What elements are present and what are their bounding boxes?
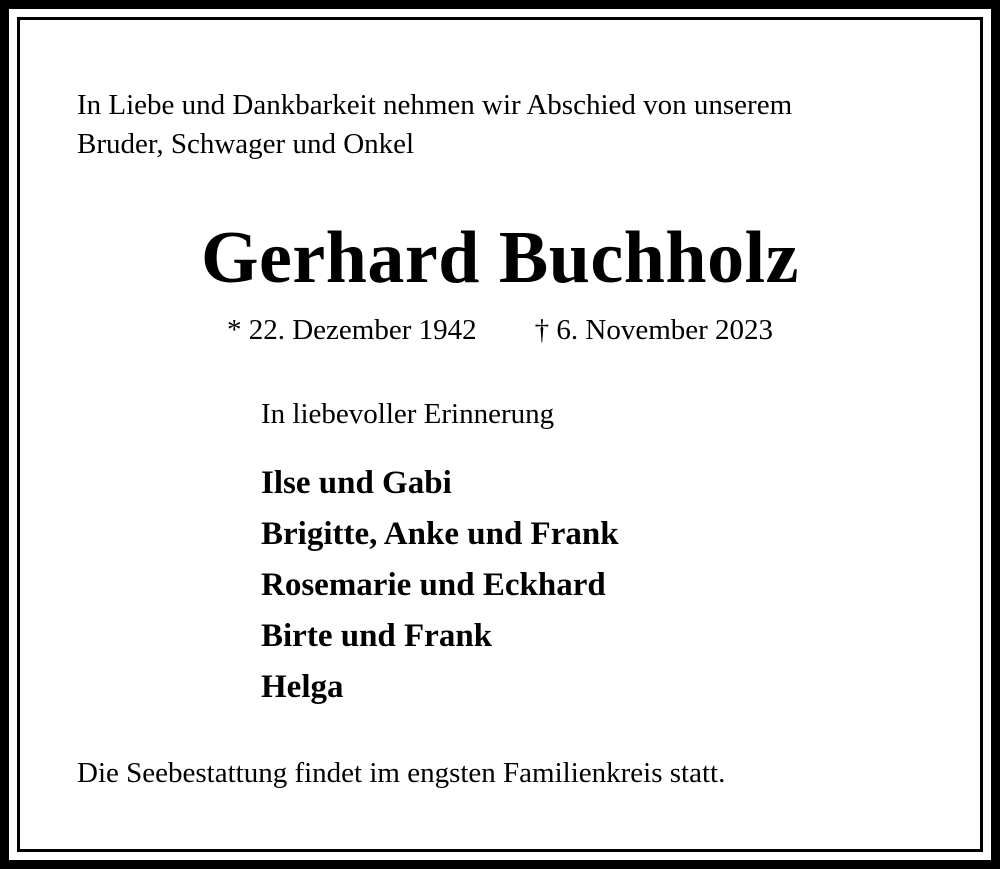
mourner-name: Ilse und Gabi	[261, 465, 452, 501]
death-date: † 6. November 2023	[534, 314, 774, 346]
birth-date: * 22. Dezember 1942	[226, 314, 477, 346]
mourner-name: Helga	[261, 669, 344, 705]
intro-text	[77, 86, 957, 164]
closing-note: Die Seebestattung findet im engsten Familienkreis statt.	[77, 757, 726, 789]
mourner-name: Rosemarie und Eckhard	[261, 567, 606, 603]
intro-line-1: In Liebe und Dankbarkeit nehmen wir Abschied von unserem	[77, 89, 793, 121]
memory-text: In liebevoller Erinnerung	[261, 398, 555, 430]
deceased-name: Gerhard Buchholz	[201, 217, 799, 299]
mourners-list	[261, 458, 619, 713]
mourner-name: Birte und Frank	[261, 618, 493, 654]
intro-line-2: Bruder, Schwager und Onkel	[77, 128, 415, 160]
mourner-name: Brigitte, Anke und Frank	[261, 516, 619, 552]
life-dates	[0, 312, 1000, 348]
